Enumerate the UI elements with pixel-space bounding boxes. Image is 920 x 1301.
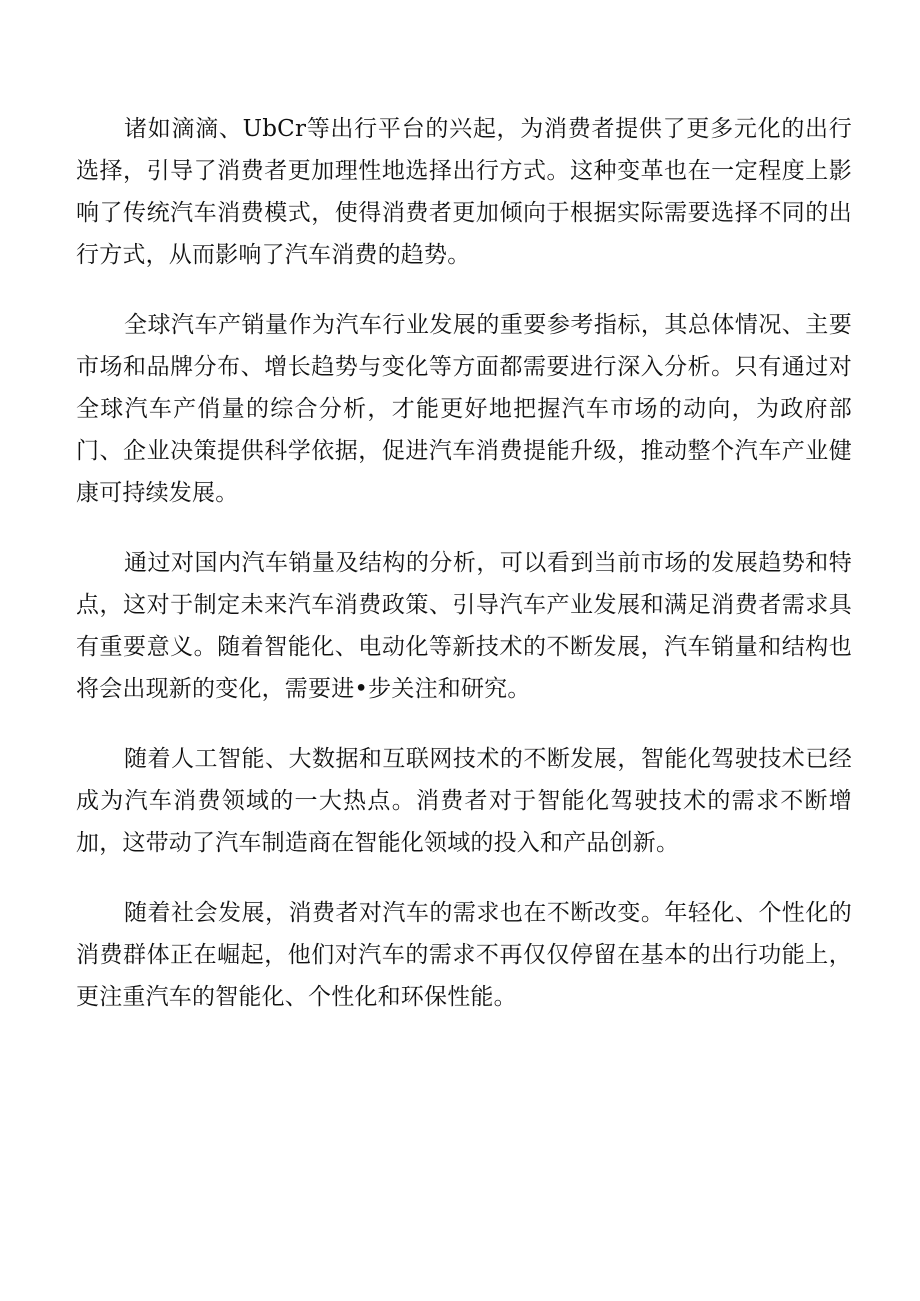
paragraph-smart-driving: 随着人工智能、大数据和互联网技术的不断发展，智能化驾驶技术已经成为汽车消费领域的一大热点。消费者对于智能化驾驶技术的需求不断增加，这带动了汽车制造商在智能化领域的投入和产品创新。 — [76, 746, 852, 856]
paragraph-domestic-sales-structure: 通过对国内汽车销量及结构的分析，可以看到当前市场的发展趋势和特点，这对于制定未来汽车消费政策、引导汽车产业发展和满足消费者需求具有重要意义。随着智能化、电动化等新技术的不断发展，汽车销量和结构也将会出现新的变化，需要进•步关注和研究。 — [76, 550, 852, 702]
document-body — [76, 108, 852, 1046]
paragraph-ride-hailing: 诸如滴滴、UbCr等出行平台的兴起，为消费者提供了更多元化的出行选择，引导了消费者更加理性地选择出行方式。这种变革也在一定程度上影响了传统汽车消费模式，使得消费者更加倾向于根据实际需要选择不同的出行方式，从而影响了汽车消费的趋势。 — [76, 116, 852, 268]
paragraph-consumer-demand: 随着社会发展，消费者对汽车的需求也在不断改变。年轻化、个性化的消费群体正在崛起，他们对汽车的需求不再仅仅停留在基本的出行功能上，更注重汽车的智能化、个性化和环保性能。 — [76, 900, 852, 1010]
paragraph-global-production-sales: 全球汽车产销量作为汽车行业发展的重要参考指标，其总体情况、主要市场和品牌分布、增长趋势与变化等方面都需要进行深入分析。只有通过对全球汽车产俏量的综合分析，才能更好地把握汽车市场的动向，为政府部门、企业决策提供科学依据，促进汽车消费提能升级，推动整个汽车产业健康可持续发展。 — [76, 312, 852, 506]
